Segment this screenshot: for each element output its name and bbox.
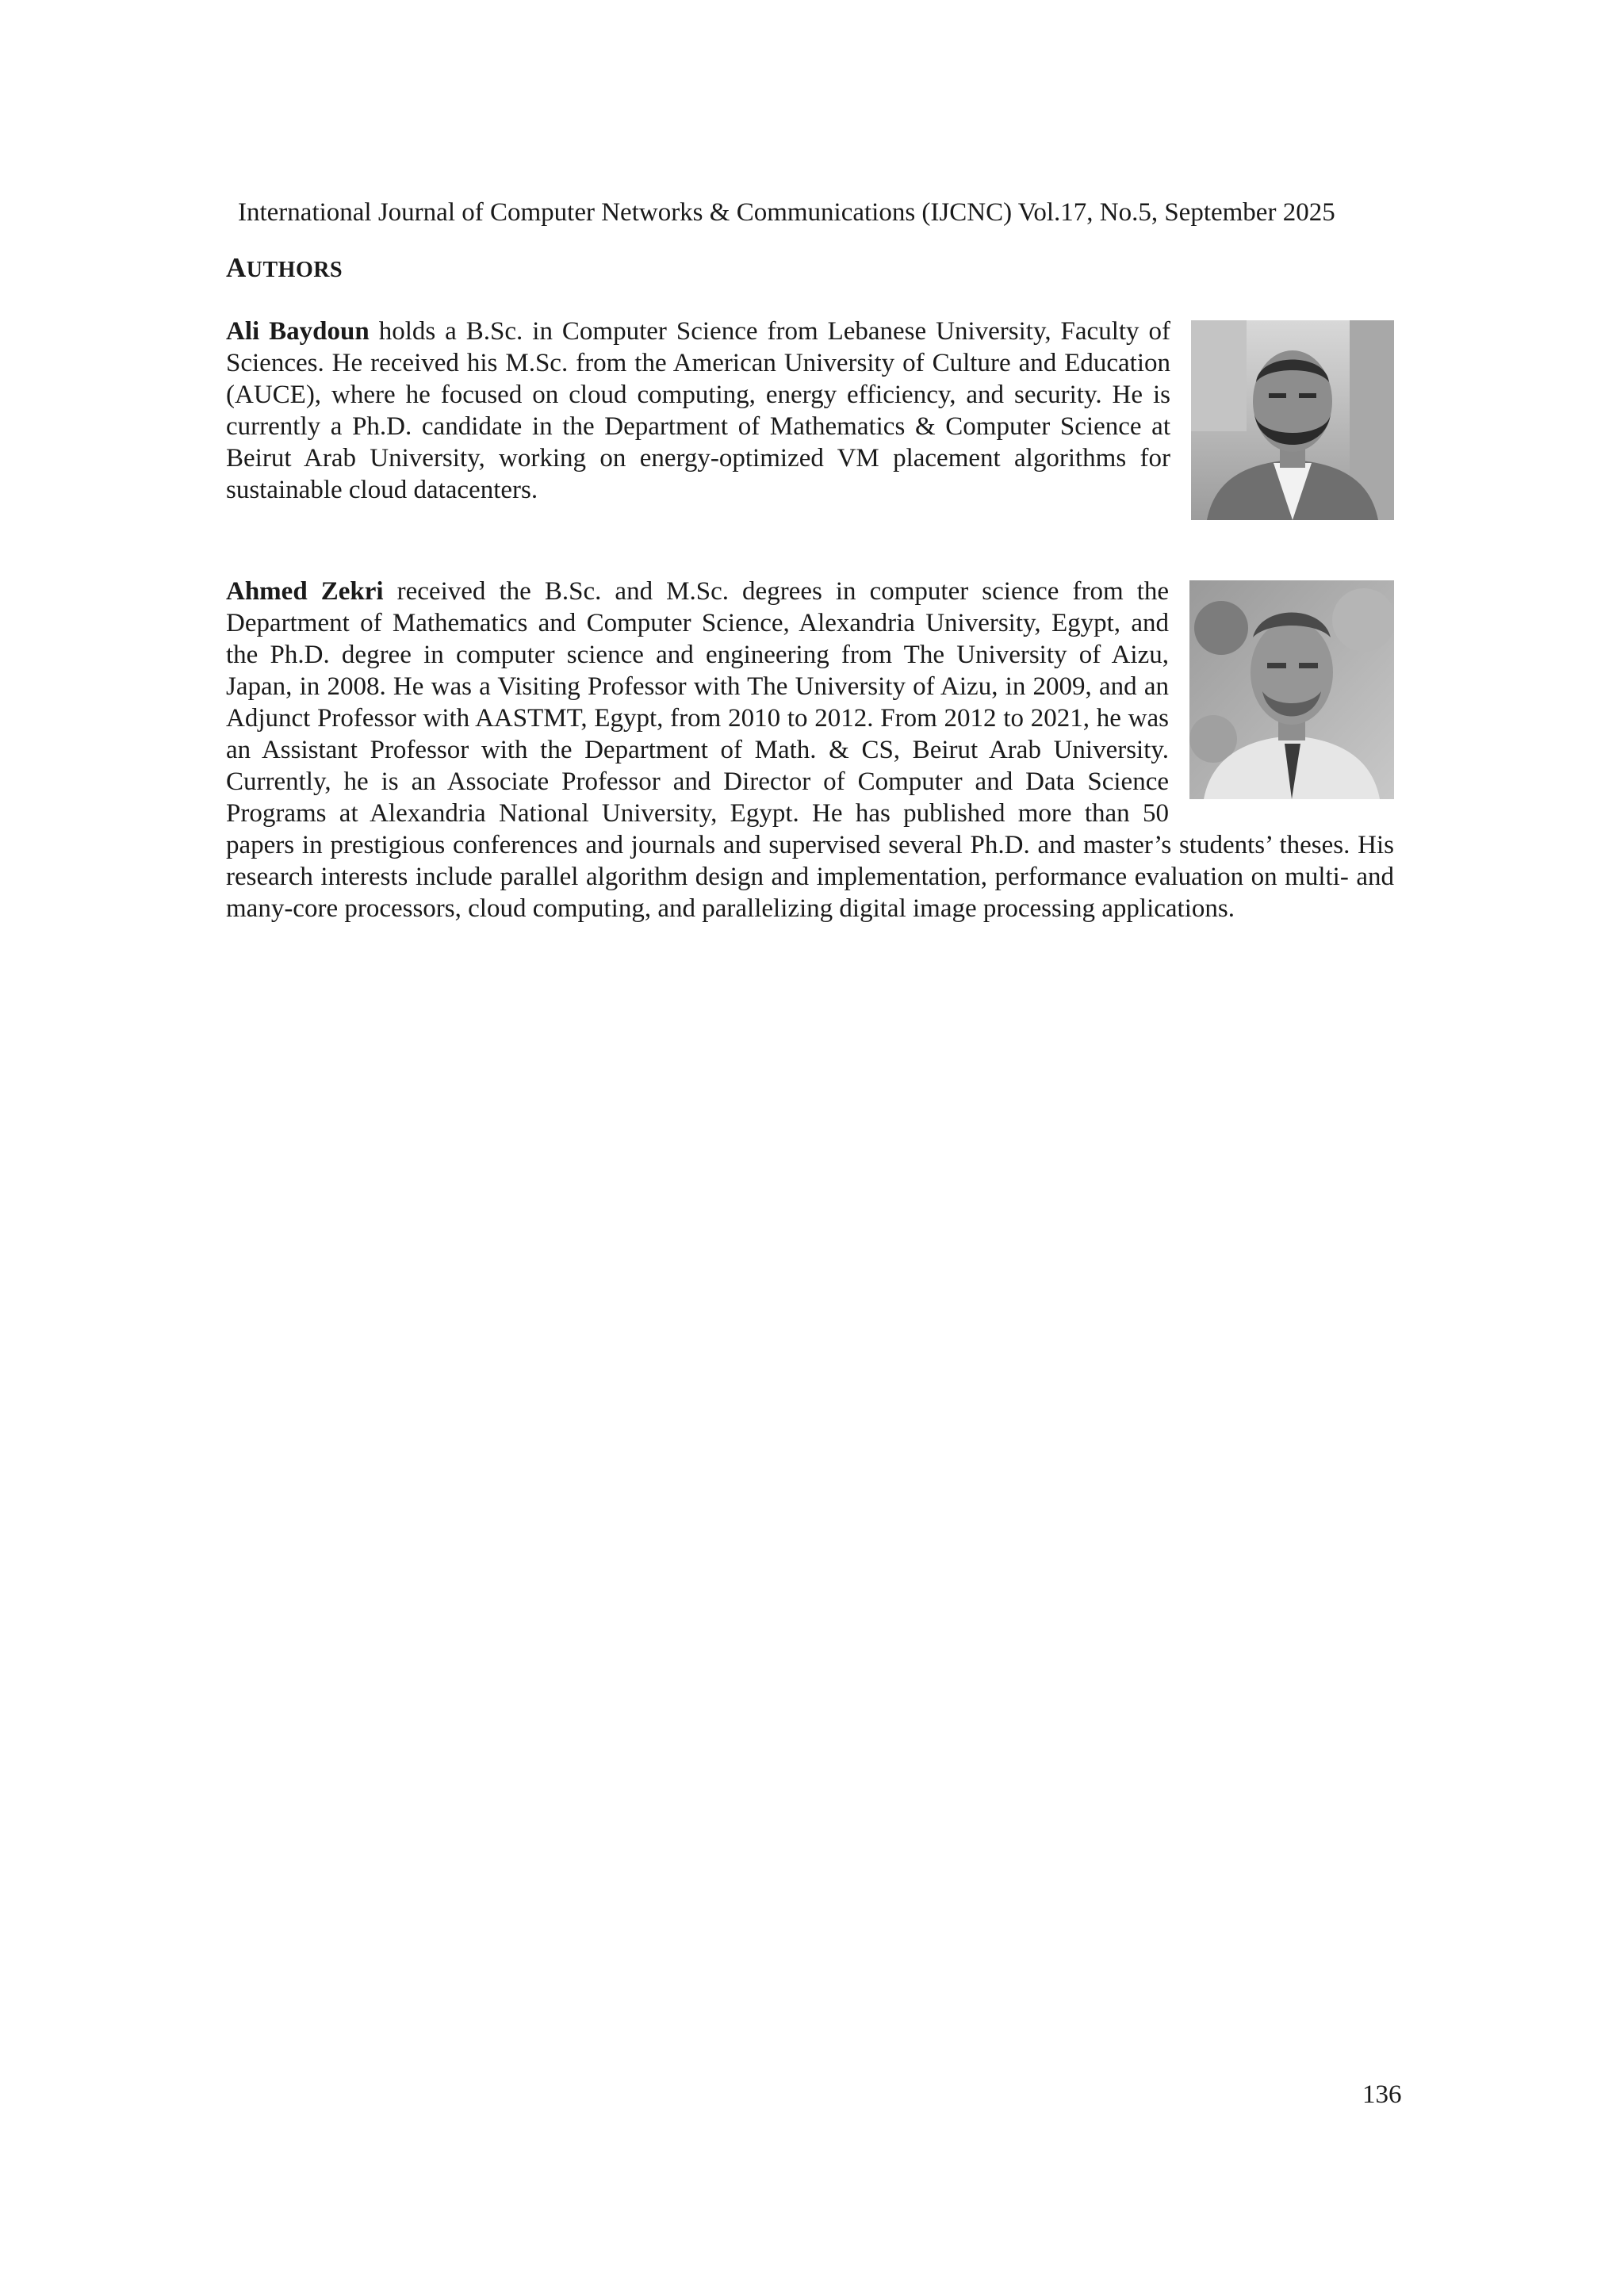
author-name-baydoun: Ali Baydoun [226, 317, 370, 346]
author-bio-baydoun [226, 316, 1394, 552]
author-text-zekri: received the B.Sc. and M.Sc. degrees in computer science from the Department of Mathematics and Computer Science, Alexandria University, Egypt, and the Ph.D. degree in computer science and engineering from The University of Aizu, Japan, in 2008. He was a Visiting Professor with The University of Aizu, in 2009, and an Adjunct Professor with AASTMT, Egypt, from 2010 to 2012. From 2012 to 2021, he was an Assistant Professor with the Department of Math. & CS, Beirut Arab University. Currently, he is an Associate Professor and Director of Computer and Data Science Programs at Alexandria National University, Egypt. He has published more than 50 papers in prestigious conferences and journals and supervised several Ph.D. and master’s students’ theses. His research interests include parallel algorithm design and implementation, performance evaluation on multi- and many-core processors, cloud computing, and parallelizing digital image processing applications. [226, 577, 1394, 923]
page-number: 136 [1362, 2080, 1402, 2109]
author-photo-zekri [1189, 580, 1394, 799]
section-heading-initial: A [226, 252, 247, 283]
section-heading-rest: UTHORS [246, 258, 343, 282]
author-photo-baydoun [1191, 320, 1394, 520]
section-heading [226, 251, 343, 288]
author-bio-zekri [226, 576, 1394, 924]
author-text-baydoun: holds a B.Sc. in Computer Science from Lebanese University, Faculty of Sciences. He received his M.Sc. from the American University of Culture and Education (AUCE), where he focused on cloud computing, energy efficiency, and security. He is currently a Ph.D. candidate in the Department of Mathematics & Computer Science at Beirut Arab University, working on energy-optimized VM placement algorithms for sustainable cloud datacenters. [226, 317, 1170, 504]
author-name-zekri: Ahmed Zekri [226, 577, 384, 606]
running-header: International Journal of Computer Networks & Communications (IJCNC) Vol.17, No.5, September 2025 [238, 198, 1335, 227]
